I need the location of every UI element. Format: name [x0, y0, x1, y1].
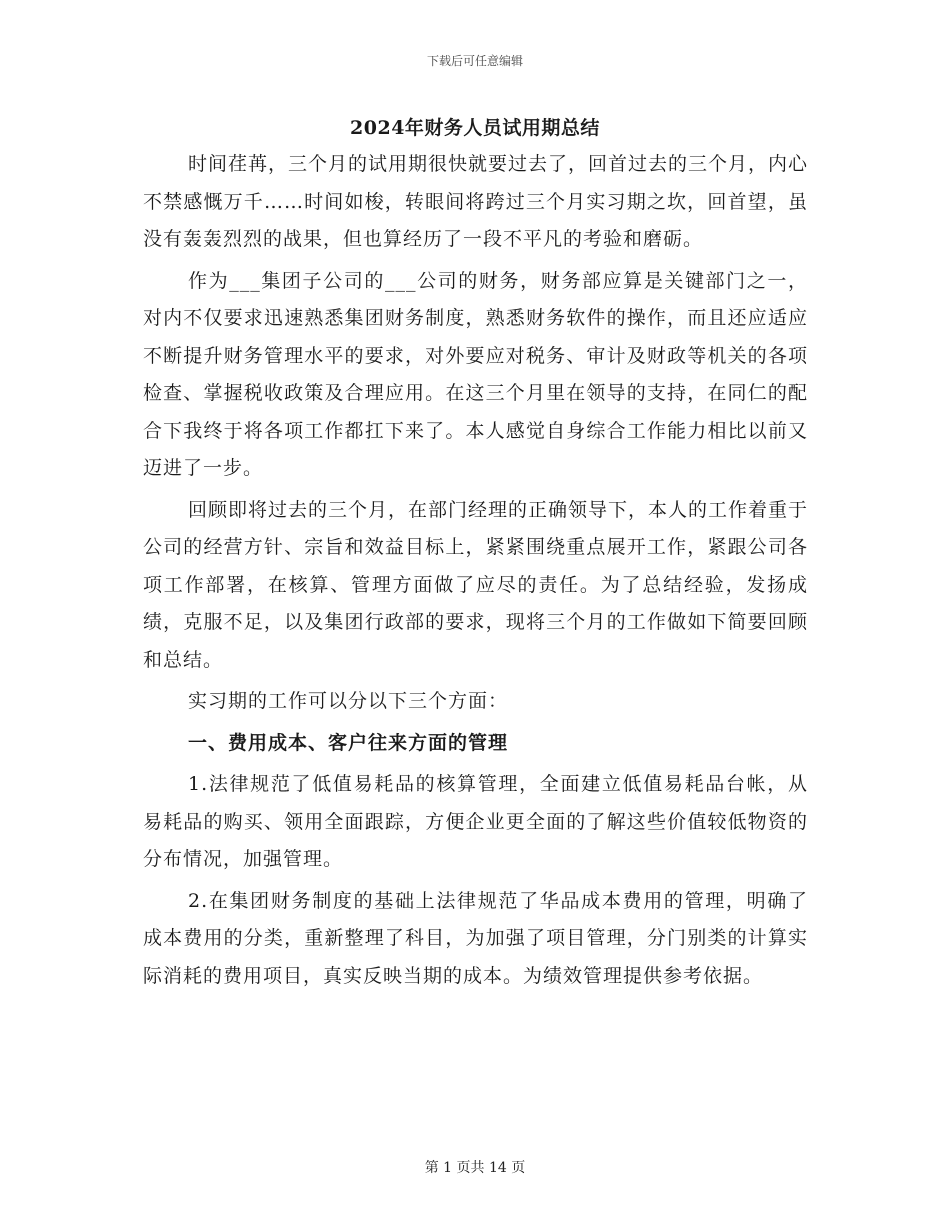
page-header-note: 下载后可任意编辑	[426, 54, 523, 68]
paragraph-item-2: 2.在集团财务制度的基础上法律规范了华品成本费用的管理，明确了成本费用的分类，重新整理了科目，为加强了项目管理，分门别类的计算实际消耗的费用项目，真实反映当期的成本。为绩效管理提供参考依据。	[143, 889, 808, 987]
page-footer-number: 第 1 页共 14 页	[424, 1160, 526, 1176]
paragraph-aspects-intro: 实习期的工作可以分以下三个方面：	[188, 690, 509, 712]
document-body	[143, 146, 808, 999]
paragraph-role: 作为___集团子公司的___公司的财务，财务部应算是关键部门之一，对内不仅要求迅速熟悉集团财务制度，熟悉财务软件的操作，而且还应适应不断提升财务管理水平的要求，对外要应对税务、审计及财政等机关的各项检查、掌握税收政策及合理应用。在这三个月里在领导的支持，在同仁的配合下我终于将各项工作都扛下来了。本人感觉自身综合工作能力相比以前又迈进了一步。	[143, 269, 808, 479]
paragraph-intro: 时间荏苒，三个月的试用期很快就要过去了，回首过去的三个月，内心不禁感慨万千……时间如梭，转眼间将跨过三个月实习期之坎，回首望，虽没有轰轰烈烈的战果，但也算经历了一段不平凡的考验和磨砺。	[143, 153, 809, 250]
section-heading-cost-management: 一、费用成本、客户往来方面的管理	[188, 731, 509, 754]
paragraph-review: 回顾即将过去的三个月，在部门经理的正确领导下，本人的工作着重于公司的经营方针、宗旨和效益目标上，紧紧围绕重点展开工作，紧跟公司各项工作部署，在核算、管理方面做了应尽的责任。为了总结经验，发扬成绩，克服不足，以及集团行政部的要求，现将三个月的工作做如下简要回顾和总结。	[143, 498, 809, 671]
document-title: 2024年财务人员试用期总结	[350, 117, 600, 139]
paragraph-item-1: 1.法律规范了低值易耗品的核算管理，全面建立低值易耗品台帐，从易耗品的购买、领用全面跟踪，方便企业更全面的了解这些价值较低物资的分布情况，加强管理。	[143, 773, 808, 870]
